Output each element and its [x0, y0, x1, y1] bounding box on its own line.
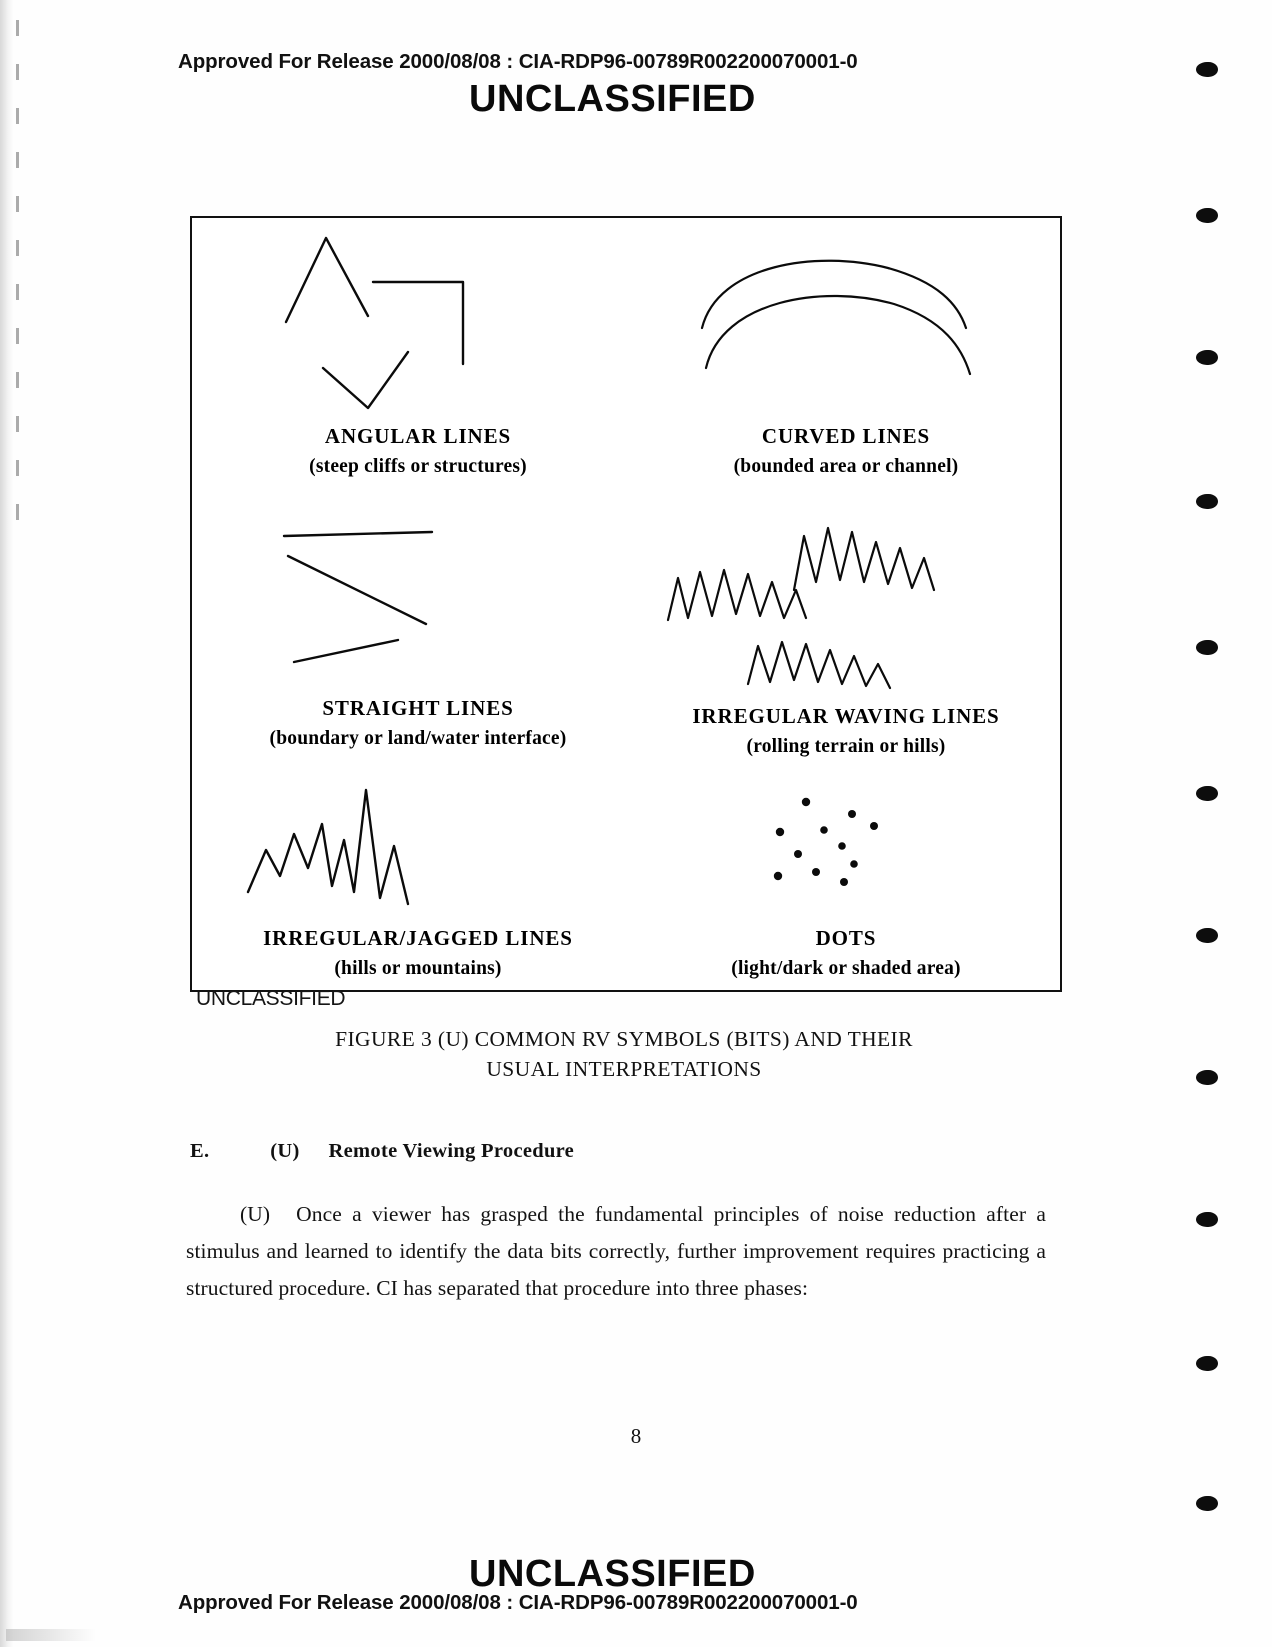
- binding-hole-mark: [1196, 1070, 1218, 1085]
- binding-hole-mark: [1196, 494, 1218, 509]
- binding-hole-mark: [1196, 1212, 1218, 1227]
- classification-below-figure: UNCLASSIFIED: [196, 987, 346, 1010]
- body-paragraph: [186, 1196, 1046, 1307]
- figure-cell-straight-lines: [198, 498, 638, 773]
- paragraph-text: Once a viewer has grasped the fundamental principles of noise reduction after a stimulus and learned to identify the data bits correctly, further improvement requires practicing a structured procedure. CI has separated that procedure into three phases:: [186, 1202, 1046, 1300]
- straight-lines-symbol: [198, 498, 638, 688]
- classification-banner-top: UNCLASSIFIED: [469, 78, 756, 120]
- release-stamp-top: Approved For Release 2000/08/08 : CIA-RDP96-00789R002200070001-0: [178, 50, 858, 73]
- figure-caption-line-2: USUAL INTERPRETATIONS: [486, 1057, 762, 1081]
- binding-hole-mark: [1196, 208, 1218, 223]
- irregular-waving-lines-symbol: [638, 498, 1054, 698]
- figure-cell-dots: [638, 780, 1054, 985]
- binding-hole-mark: [1196, 350, 1218, 365]
- irregular-waving-lines-subtitle: (rolling terrain or hills): [746, 736, 946, 757]
- binding-hole-mark: [1196, 1496, 1218, 1511]
- figure-caption-line-1: FIGURE 3 (U) COMMON RV SYMBOLS (BITS) AND THEIR: [335, 1027, 913, 1051]
- section-heading: [190, 1140, 574, 1163]
- dots-title: DOTS: [815, 926, 877, 950]
- section-title: Remote Viewing Procedure: [328, 1140, 575, 1162]
- figure-cell-curved-lines: [638, 224, 1054, 489]
- irregular-jagged-lines-symbol: [198, 780, 638, 910]
- scan-bottom-smudge: [6, 1629, 96, 1641]
- irregular-jagged-lines-subtitle-text: (hills or mountains): [334, 958, 502, 979]
- binding-hole-mark: [1196, 1356, 1218, 1371]
- irregular-jagged-lines-subtitle: [198, 958, 638, 980]
- angular-lines-subtitle: (steep cliffs or structures): [309, 456, 527, 477]
- dots-subtitle: (light/dark or shaded area): [731, 958, 961, 979]
- figure-3-box: [190, 216, 1062, 992]
- section-letter: E.: [190, 1140, 210, 1162]
- dots-symbol: [638, 780, 1054, 910]
- curved-lines-symbol: [638, 224, 1054, 414]
- curved-lines-subtitle: (bounded area or channel): [733, 456, 959, 477]
- binding-hole-mark: [1196, 640, 1218, 655]
- figure-caption: [190, 1024, 1058, 1084]
- classification-banner-bottom: UNCLASSIFIED: [469, 1553, 756, 1595]
- binding-hole-mark: [1196, 786, 1218, 801]
- straight-lines-title: STRAIGHT LINES: [322, 696, 514, 720]
- paragraph-classification-marker: (U): [240, 1202, 271, 1226]
- scan-dashed-margin-marks: [16, 20, 19, 540]
- page-number: 8: [630, 1424, 642, 1448]
- irregular-waving-lines-title: IRREGULAR WAVING LINES: [692, 704, 1000, 728]
- scan-left-edge-shadow: [0, 0, 14, 1647]
- straight-lines-subtitle: (boundary or land/water interface): [269, 728, 567, 749]
- figure-cell-irregular-jagged-lines: [198, 780, 638, 985]
- curved-lines-title: CURVED LINES: [761, 424, 931, 448]
- binding-hole-mark: [1196, 928, 1218, 943]
- release-stamp-bottom: Approved For Release 2000/08/08 : CIA-RDP96-00789R002200070001-0: [178, 1591, 858, 1614]
- angular-lines-symbol: [198, 224, 638, 414]
- section-classification-marker: (U): [270, 1140, 300, 1162]
- figure-cell-irregular-waving-lines: [638, 498, 1054, 773]
- irregular-jagged-lines-title: IRREGULAR/JAGGED LINES: [263, 926, 573, 950]
- angular-lines-title: ANGULAR LINES: [324, 424, 512, 448]
- binding-hole-mark: [1196, 62, 1218, 77]
- figure-cell-angular-lines: [198, 224, 638, 489]
